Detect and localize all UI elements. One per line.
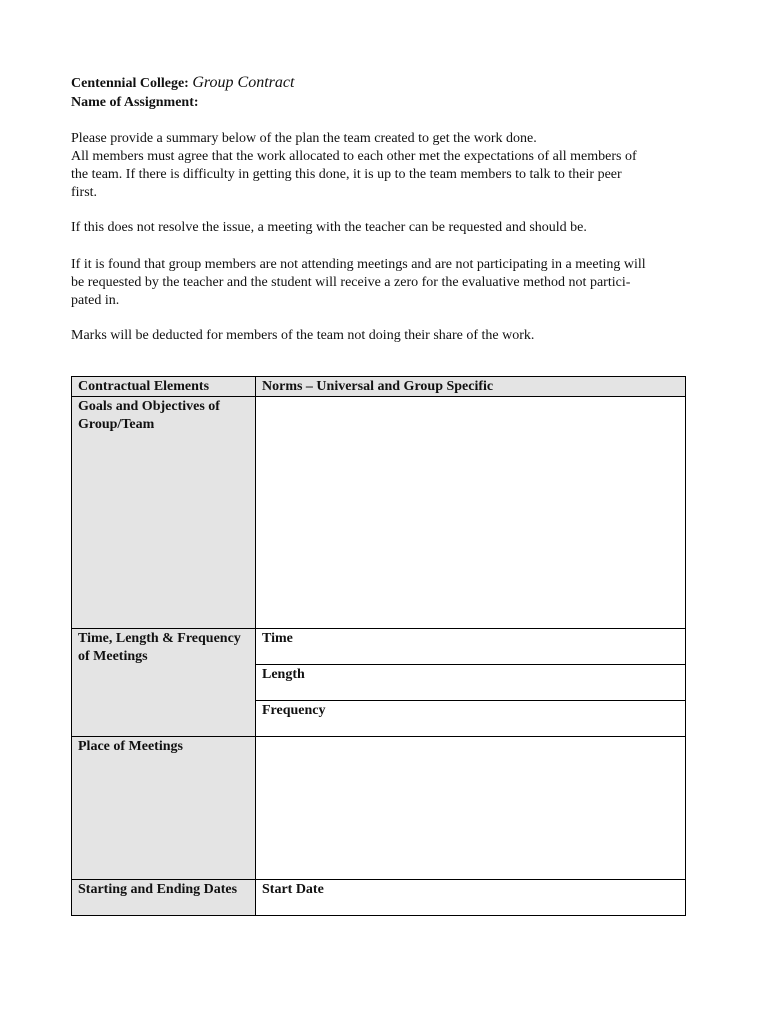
- header-contractual-elements: Contractual Elements: [72, 377, 256, 397]
- instructions-paragraph-3: [71, 256, 691, 310]
- meetings-label: Time, Length & Frequency of Meetings: [72, 629, 256, 737]
- instructions-paragraph-4: [71, 327, 691, 345]
- college-name: Centennial College:: [71, 76, 189, 91]
- contract-title: Group Contract: [192, 74, 295, 91]
- paragraph-line: be requested by the teacher and the student will receive a zero for the evaluative method not partici-: [71, 275, 631, 290]
- header-norms: Norms – Universal and Group Specific: [256, 377, 686, 397]
- dates-label: Starting and Ending Dates: [72, 880, 256, 916]
- paragraph-line: Marks will be deducted for members of the team not doing their share of the work.: [71, 328, 535, 343]
- table-row-goals: [72, 397, 686, 629]
- paragraph-line: pated in.: [71, 293, 120, 308]
- goals-label: Goals and Objectives of Group/Team: [72, 397, 256, 629]
- document-title: [71, 74, 294, 92]
- table-row-meetings-time: [72, 629, 686, 665]
- table-header-row: [72, 377, 686, 397]
- paragraph-line: All members must agree that the work allocated to each other met the expectations of all members of: [71, 149, 637, 164]
- contract-table: [71, 376, 686, 916]
- instructions-paragraph-2: [71, 219, 691, 237]
- meeting-length-cell[interactable]: Length: [256, 665, 686, 701]
- place-entry-cell[interactable]: [256, 737, 686, 880]
- paragraph-line: Please provide a summary below of the plan the team created to get the work done.: [71, 131, 537, 146]
- instructions-paragraph-1: [71, 130, 691, 202]
- assignment-name-label: Name of Assignment:: [71, 95, 199, 110]
- meeting-time-cell[interactable]: Time: [256, 629, 686, 665]
- place-label: Place of Meetings: [72, 737, 256, 880]
- table-row-place: [72, 737, 686, 880]
- start-date-cell[interactable]: Start Date: [256, 880, 686, 916]
- table-row-dates: [72, 880, 686, 916]
- meeting-frequency-cell[interactable]: Frequency: [256, 701, 686, 737]
- paragraph-line: If this does not resolve the issue, a meeting with the teacher can be requested and should be.: [71, 220, 587, 235]
- paragraph-line: the team. If there is difficulty in getting this done, it is up to the team members to talk to their peer: [71, 167, 622, 182]
- paragraph-line: first.: [71, 185, 98, 200]
- goals-entry-cell[interactable]: [256, 397, 686, 629]
- paragraph-line: If it is found that group members are not attending meetings and are not participating in a meeting will: [71, 257, 646, 272]
